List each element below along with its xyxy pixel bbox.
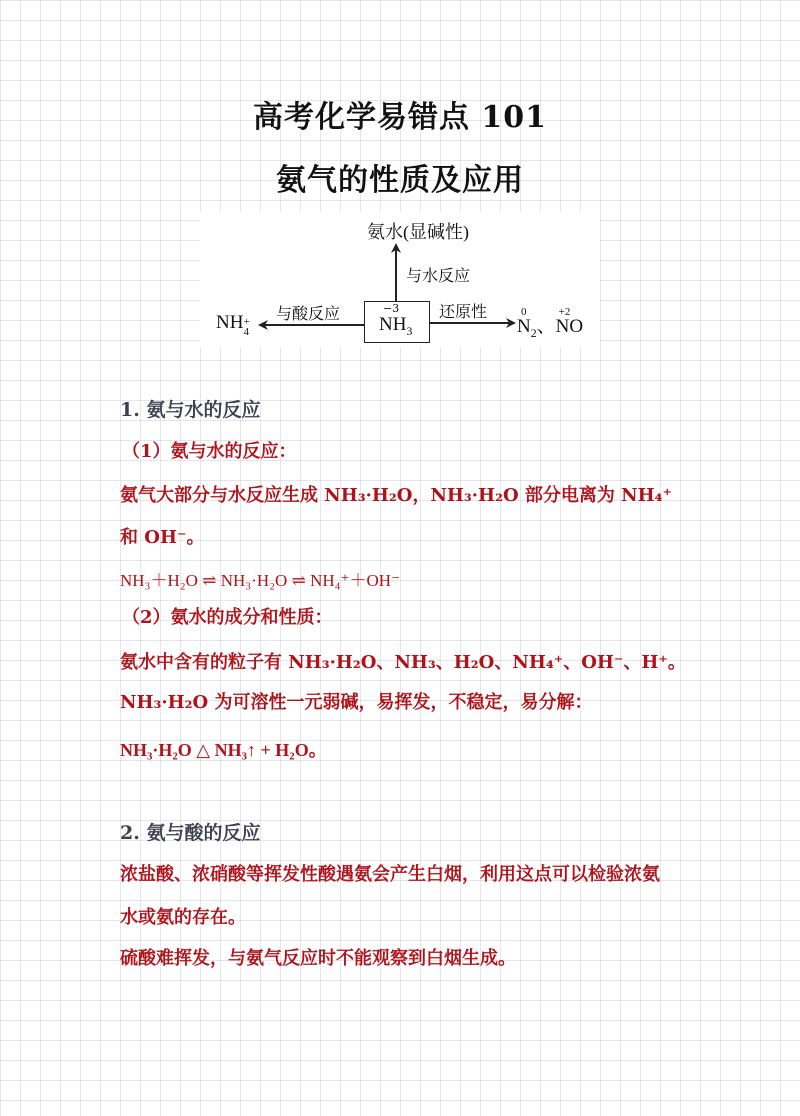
section1-particles-text: 氨水中含有的粒子有 NH₃·H₂O、NH₃、H₂O、NH₄⁺、OH⁻、H⁺。 (120, 652, 686, 673)
section1-decomposition-equation: NH₃·H₂O △ NH₃↑ + H₂O。 (120, 740, 327, 760)
arrow-right-icon (506, 317, 516, 329)
section2-text-line2: 水或氨的存在。 (120, 907, 246, 928)
right-arrow-line (429, 322, 510, 324)
arrow-up-icon (390, 243, 402, 253)
arrow-left-icon (258, 319, 268, 331)
ammonia-properties-diagram (200, 212, 600, 347)
left-arrow-line (263, 324, 364, 326)
right-arrow-label: 还原性 (439, 304, 488, 321)
center-nh3-box (364, 301, 430, 343)
top-arrow-label: 与水反应 (406, 268, 471, 285)
section1-sub2-heading: （2）氨水的成分和性质： (122, 607, 333, 628)
right-products: 0 $N_2$、 +2 NO (517, 306, 584, 340)
left-arrow-label: 与酸反应 (276, 306, 341, 323)
section1-sub1-text-line2: 和 OH⁻。 (120, 527, 205, 548)
section1-heading: 1. 氨与水的反应 (120, 399, 261, 421)
section1-property-text: NH₃·H₂O 为可溶性一元弱碱，易挥发，不稳定，易分解： (120, 692, 593, 713)
left-product-nh4: NH + 4 (216, 312, 250, 338)
center-oxidation-state: −3 (383, 302, 400, 315)
page-subtitle: 氨气的性质及应用 (276, 163, 524, 198)
up-arrow-line (395, 248, 397, 301)
section2-text-line1: 浓盐酸、浓硝酸等挥发性酸遇氨会产生白烟，利用这点可以检验浓氨 (120, 864, 660, 885)
top-product-label: 氨水(显碱性) (367, 222, 469, 242)
center-formula: $NH_3$ (379, 314, 413, 338)
section1-ionization-equation: NH₃＋H₂O ⇌ NH₃·H₂O ⇌ NH₄⁺＋OH⁻ (120, 571, 401, 590)
page-title: 高考化学易错点 101 (252, 100, 548, 135)
section1-sub1-heading: （1）氨与水的反应： (122, 441, 297, 462)
section2-heading: 2. 氨与酸的反应 (120, 822, 261, 844)
section1-sub1-text-line1: 氨气大部分与水反应生成 NH₃·H₂O，NH₃·H₂O 部分电离为 NH₄⁺ (120, 485, 673, 506)
section2-text-line3: 硫酸难挥发，与氨气反应时不能观察到白烟生成。 (120, 948, 516, 969)
